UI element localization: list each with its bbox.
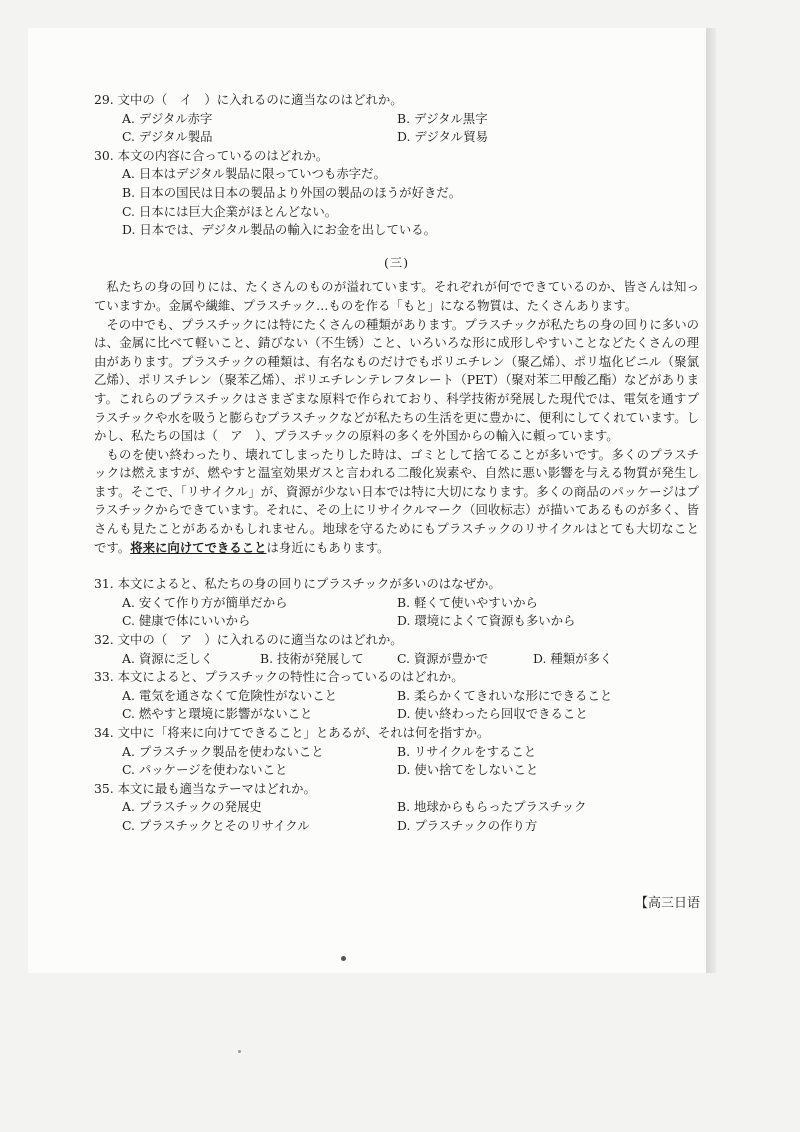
ink-spot [341, 956, 346, 961]
question-stem: 34. 文中に「将来に向けてできること」とあるが、それは何を指すか。 [94, 725, 490, 740]
option-a: A. 安くて作り方が簡単だから [122, 594, 288, 610]
question-stem: 32. 文中の（ ア ）に入れるのに適当なのはどれか。 [94, 632, 403, 648]
question-34 [94, 724, 699, 780]
page-edge-shadow [706, 28, 716, 973]
paragraph-text: ものを使い終わったり、壊れてしまったりした時は、ゴミとして捨てることが多いです。多くのプラスチックは燃えますが、燃やすと温室効果ガスと言われる二酸化炭素や、自然に悪い影響を与える物質が発生します。そこで、「リサイクル」が、資源が少ない日本では特に大切になります。多くの商品のパッケージはプラスチックからできています。それに、その上にリサイクルマーク（回收标志）が描いてあるものが多く、皆さんも見たことがあるかもしれません。地球を守るためにもプラスチックのリサイクルはとても大切なことです。 [94, 446, 699, 555]
option-a: A. プラスチックの発展史 [122, 799, 262, 815]
question-stem: 35. 本文に最も適当なテーマはどれか。 [94, 780, 316, 796]
question-29 [94, 91, 699, 147]
subject-footer-label: 【高三日语 [634, 896, 700, 911]
question-35 [94, 780, 699, 836]
option-b: B. 地球からもらったプラスチック [397, 799, 587, 815]
option-a: A. 資源に乏しく [122, 650, 214, 666]
option-a: A. プラスチック製品を使わないこと [122, 743, 324, 759]
option-b: B. 技術が発展して [260, 650, 364, 666]
reading-passage [94, 278, 699, 557]
option-c: C. 健康で体にいいから [122, 613, 251, 629]
question-33 [94, 668, 699, 724]
option-d: D. デジタル貿易 [397, 129, 488, 145]
question-stem: 33. 本文によると、プラスチックの特性に合っているのはどれか。 [94, 669, 464, 685]
option-a: A. デジタル赤字 [122, 110, 213, 126]
option-c: C. デジタル製品 [122, 129, 213, 145]
option-b: B. デジタル黒字 [397, 110, 488, 126]
option-c: C. 燃やすと環境に影響がないこと [122, 706, 313, 722]
option-c: C. パッケージを使わないこと [122, 762, 288, 778]
option-c: C. 日本には巨大企業がほとんどない。 [122, 203, 338, 219]
option-a: A. 日本はデジタル製品に限っていつも赤字だ。 [122, 166, 386, 182]
option-d: D. 環境によくて資源も多いから [397, 613, 576, 629]
question-32 [94, 631, 699, 668]
option-a: A. 電気を通さなくて危険性がないこと [122, 687, 338, 703]
option-d: D. 日本では、デジタル製品の輸入にお金を出している。 [122, 222, 437, 238]
passage-paragraph-3 [94, 446, 699, 558]
option-b: B. 軽くて使いやすいから [397, 594, 538, 610]
option-b: B. リサイクルをすること [397, 743, 537, 759]
option-b: B. 日本の国民は日本の製品より外国の製品のほうが好きだ。 [122, 184, 462, 200]
underlined-phrase: 将来に向けてできること [130, 539, 267, 555]
question-31 [94, 575, 699, 631]
exam-content [94, 91, 699, 836]
option-d: D. 使い捨てをしないこと [397, 762, 539, 778]
question-stem: 31. 本文によると、私たちの身の回りにプラスチックが多いのはなぜか。 [94, 576, 501, 592]
passage-paragraph-1: 私たちの身の回りには、たくさんのものが溢れています。それぞれが何でできているのか、皆さんは知っていますか。金属や繊維、プラスチック…ものを作る「もと」になる物質は、たくさんあります。 [94, 279, 699, 313]
section-heading: (三) [383, 254, 410, 270]
option-c: C. プラスチックとそのリサイクル [122, 817, 310, 833]
paragraph-text-end: は身近にもあります。 [266, 539, 390, 555]
option-d: D. 使い終わったら回収できること [397, 706, 588, 722]
question-30 [94, 147, 699, 240]
passage-paragraph-2: その中でも、プラスチックには特にたくさんの種類があります。プラスチックが私たちの身の回りに多いのは、金属に比べて軽いこと、錆びない（不生锈）こと、いろいろな形に成形しやすいことなどたくさんの理由があります。プラスチックの種類は、有名なものだけでもポリエチレン（聚乙烯）、ポリ塩化ビニル（聚氯乙烯）、ポリスチレン（聚苯乙烯）、ポリエチレンテレフタレート（PET）（聚对苯二甲酸乙酯）などがあります。これらのプラスチックはさまざまな原料で作られており、科学技術が発展した現代では、電気を通すプラスチックや水を吸うと膨らむプラスチックなどが私たちの生活を更に豊かに、便利にしてくれています。しかし、私たちの国は（ ア ）、プラスチックの原料の多くを外国からの輸入に頼っています。 [94, 316, 699, 444]
option-d: D. プラスチックの作り方 [397, 817, 538, 833]
option-d: D. 種類が多く [533, 650, 613, 666]
option-b: B. 柔らかくてきれいな形にできること [397, 687, 613, 703]
ink-spot [238, 1050, 241, 1053]
question-stem: 29. 文中の（ イ ）に入れるのに適当なのはどれか。 [94, 92, 403, 107]
option-c: C. 資源が豊かで [397, 650, 489, 666]
question-stem: 30. 本文の内容に合っているのはどれか。 [94, 147, 329, 163]
